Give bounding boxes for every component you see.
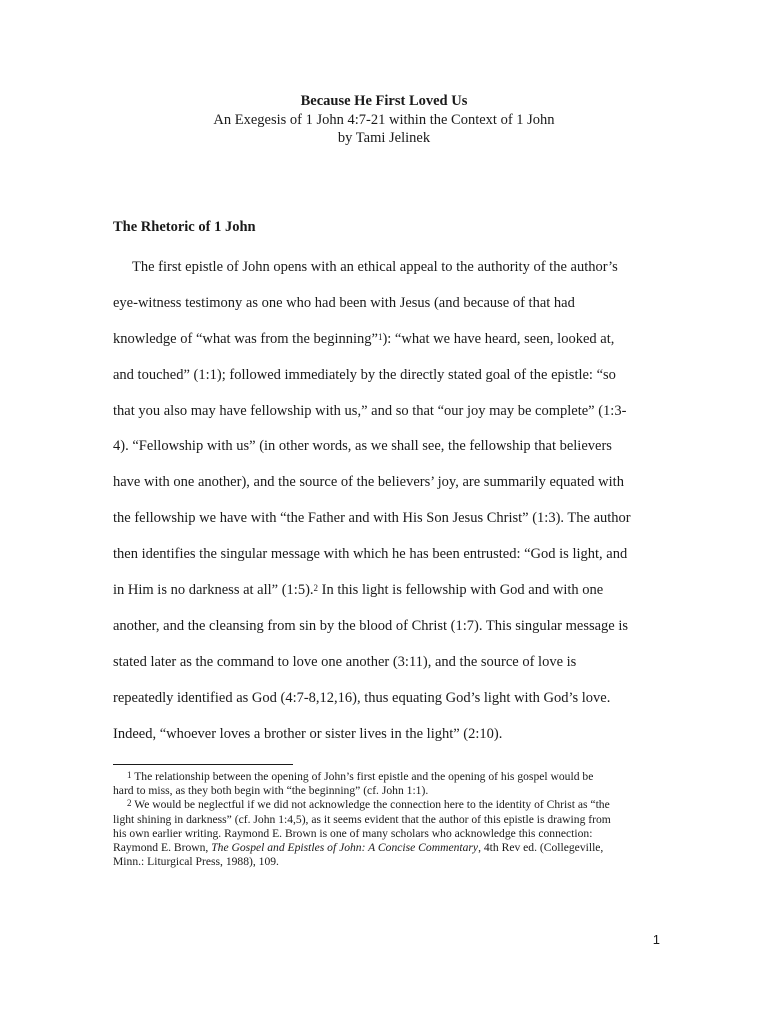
footnote-mark-1: 1 (127, 770, 132, 780)
body-line-text: knowledge of “what was from the beginning” (113, 330, 378, 347)
footnote-text: , 4th Rev ed. (Collegeville, (478, 841, 604, 855)
document-byline: by Tami Jelinek (337, 130, 431, 146)
footnote-divider (113, 764, 293, 765)
footnote-ref-2: 2 (313, 583, 319, 594)
body-line: the fellowship we have with “the Father and with His Son Jesus Christ” (1:3). The author (113, 510, 631, 527)
footnote-2-continued: light shining in darkness” (cf. John 1:4,5), as it seems evident that the author of this epistle is drawing from (113, 812, 611, 826)
body-line: stated later as the command to love one another (3:11), and the source of love is (113, 653, 577, 670)
body-line: that you also may have fellowship with us,” and so that “our joy may be complete” (1:3- (113, 402, 627, 419)
footnote-mark-2: 2 (127, 798, 132, 809)
body-line: Indeed, “whoever loves a brother or sister lives in the light” (2:10). (113, 725, 503, 742)
body-line-text: ): “what we have heard, seen, looked at, (382, 330, 615, 347)
body-line: and touched” (1:1); followed immediately by the directly stated goal of the epistle: “so (113, 366, 616, 383)
document-subtitle: An Exegesis of 1 John 4:7-21 within the Context of 1 John (213, 111, 555, 128)
footnote-1 (113, 770, 658, 784)
body-line: eye-witness testimony as one who had been with Jesus (and because of that had (113, 294, 575, 311)
footnote-ref-1: 1 (377, 331, 383, 342)
body-line-text: In this light is fellowship with God and with one (318, 582, 604, 599)
body-line (113, 579, 653, 615)
page-number: 1 (652, 932, 660, 947)
body-line: then identifies the singular message with which he has been entrusted: “God is light, and (113, 546, 628, 563)
section-heading: The Rhetoric of 1 John (113, 219, 256, 235)
footnote-text: The relationship between the opening of John’s first epistle and the opening of his gospel would be (131, 770, 594, 783)
body-line: repeatedly identified as God (4:7-8,12,16), thus equating God’s light with God’s love. (113, 689, 611, 706)
footnote-2-continued: Minn.: Liturgical Press, 1988), 109. (113, 855, 279, 869)
body-line: The first epistle of John opens with an ethical appeal to the authority of the author’s (132, 259, 618, 275)
footnote-2-continued: his own earlier writing. Raymond E. Brown is one of many scholars who acknowledge this connection: (113, 826, 593, 840)
footnote-2-citation (113, 841, 658, 855)
body-line: have with one another), and the source of the believers’ joy, are summarily equated with (113, 474, 624, 491)
book-title: The Gospel and Epistles of John: A Concise Commentary (211, 841, 479, 855)
footnote-2 (113, 798, 658, 812)
footnote-1-continued: hard to miss, as they both begin with “the beginning” (cf. John 1:1). (113, 784, 429, 798)
body-line: another, and the cleansing from sin by the blood of Christ (1:7). This singular message is (113, 617, 629, 634)
footnotes (113, 770, 658, 869)
body-line-text: in Him is no darkness at all” (1:5). (113, 582, 314, 599)
body-line: 4). “Fellowship with us” (in other words, as we shall see, the fellowship that believers (113, 438, 612, 455)
title-block (0, 92, 768, 148)
body-paragraph (113, 256, 653, 758)
footnote-text: We would be neglectful if we did not acknowledge the connection here to the identity of Christ as “the (131, 798, 610, 812)
body-line (113, 328, 653, 364)
footnote-text: Raymond E. Brown, (113, 841, 212, 855)
document-title: Because He First Loved Us (300, 93, 468, 109)
